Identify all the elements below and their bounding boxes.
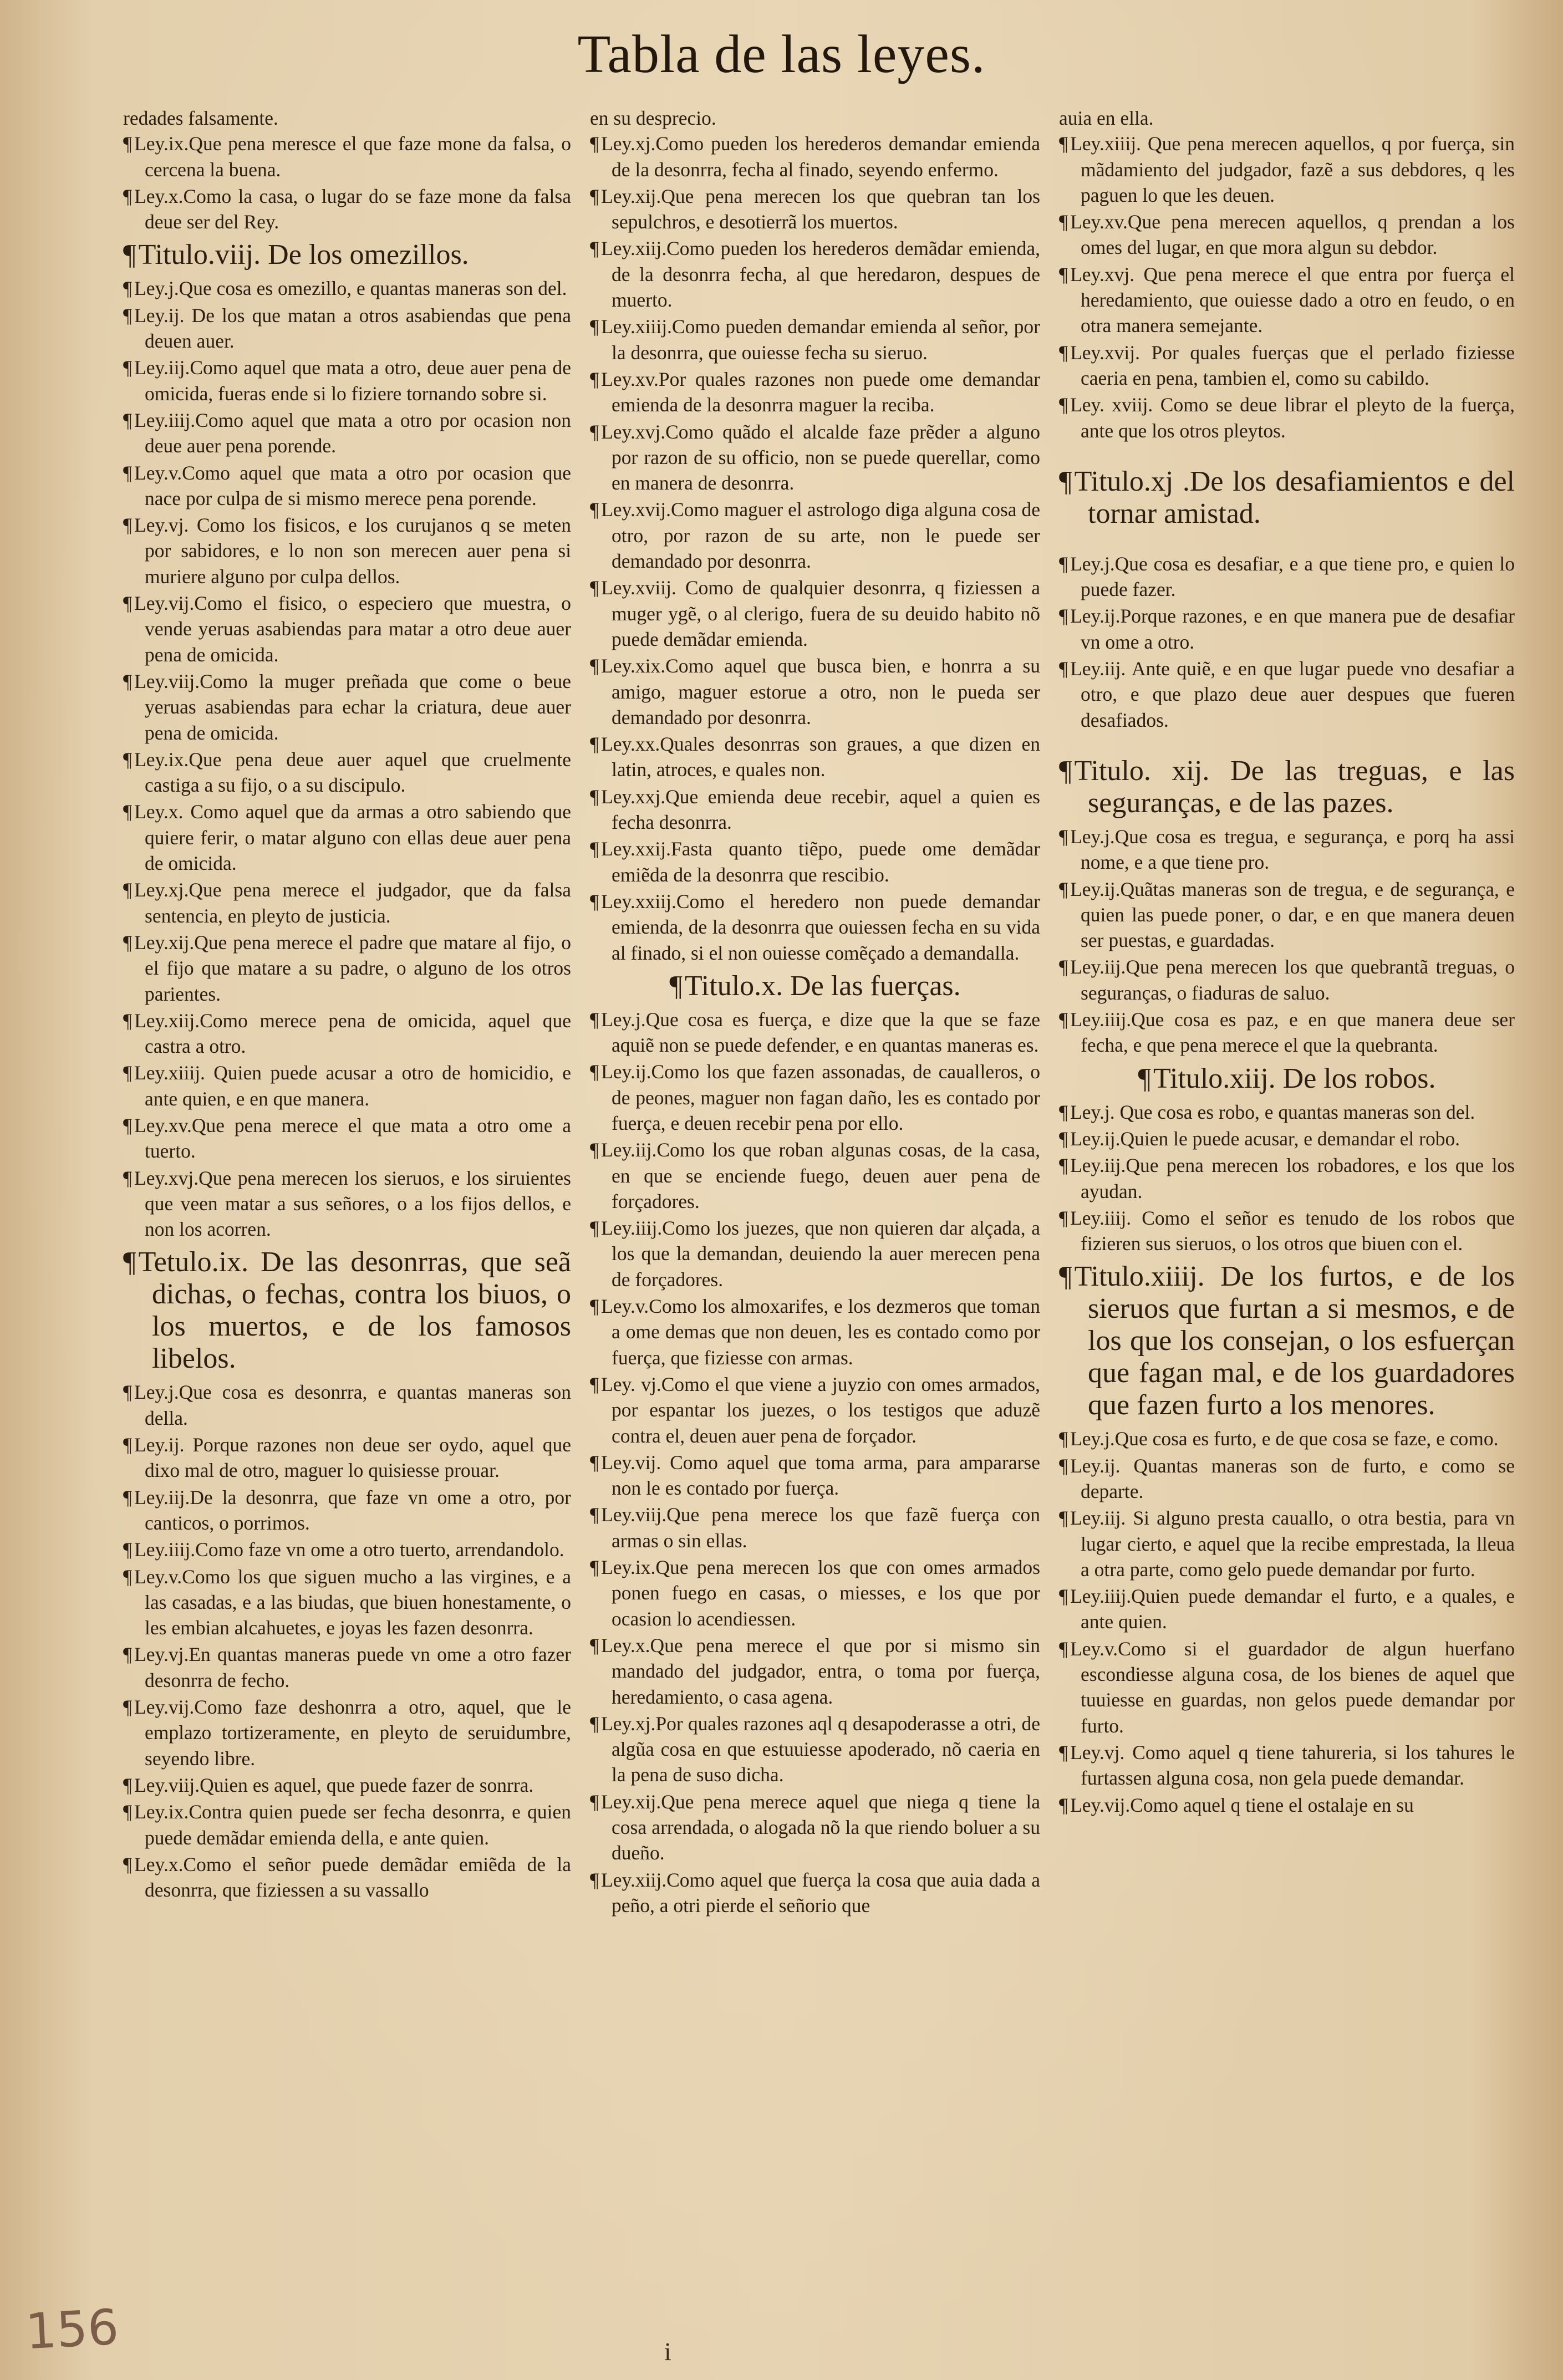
entry-text: Ley.iiij.Quien puede demandar el furto, e a quales, e ante quien.	[1070, 1585, 1515, 1633]
entry-text: Ley.viij.Quien es aquel, que puede fazer de sonrra.	[134, 1773, 534, 1796]
pilcrow-icon: ¶	[590, 785, 599, 808]
entry-text: Ley.xij.Que pena merece el padre que matare al fijo, o el fijo que matare a su padre, o alguno de los otros parientes.	[134, 931, 571, 1005]
entry-text: Ley.xvj.Como quãdo el alcalde faze prẽder a alguno por razon de su officio, non se puede querellar, como en manera de desonrra.	[601, 420, 1040, 495]
spacer	[1059, 445, 1515, 461]
entry-text: Titulo.viij. De los omezillos.	[138, 239, 469, 271]
pilcrow-icon: ¶	[590, 577, 599, 599]
continuation-text	[123, 105, 571, 131]
entry-text: Ley. xviij. Como se deue librar el pleyto de la fuerça, ante que los otros pleytos.	[1070, 394, 1515, 442]
law-entry	[123, 407, 571, 459]
pilcrow-icon: ¶	[123, 1114, 133, 1137]
entry-text: Ley.j.Que cosa es desonrra, e quantas maneras son della.	[134, 1381, 571, 1429]
pilcrow-icon: ¶	[1059, 1793, 1068, 1816]
pilcrow-icon: ¶	[1059, 1127, 1068, 1150]
pilcrow-icon: ¶	[590, 1712, 599, 1735]
law-entry	[123, 1113, 571, 1164]
pilcrow-icon: ¶	[590, 838, 599, 860]
law-entry	[123, 1165, 571, 1242]
law-entry	[1059, 1205, 1515, 1257]
entry-text: Ley.vj. Como los fisicos, e los curujanos q se meten por sabidores, e lo non son merecen auer pena si muriere alguno por culpa dellos.	[134, 514, 571, 588]
pilcrow-icon: ¶	[1059, 1428, 1068, 1450]
law-entry	[123, 930, 571, 1007]
entry-text: Ley.ij. Porque razones non deue ser oydo, aquel que dixo mal de otro, maguer lo quisiesse prouar.	[134, 1434, 571, 1482]
law-entry	[1059, 1583, 1515, 1635]
entry-text: auia en ella.	[1059, 107, 1154, 129]
section-title	[123, 1246, 571, 1375]
pilcrow-icon: ¶	[1059, 211, 1068, 233]
entry-text: Ley.vij.Como faze deshonrra a otro, aquel, que le emplazo tortizeramente, en pleyto de seruidumbre, seyendo libre.	[134, 1696, 571, 1770]
law-entry	[1059, 1099, 1515, 1125]
entry-text: Ley.xiiij.Como pueden demandar emienda al señor, por la desonrra, que ouiesse fecha su sieruo.	[601, 315, 1040, 364]
law-entry	[1059, 1740, 1515, 1791]
pilcrow-icon: ¶	[1059, 755, 1072, 787]
law-entry	[590, 731, 1040, 783]
column-2	[590, 105, 1040, 1919]
entry-text: Ley.xij.Que pena merece aquel que niega q tiene la cosa arrendada, o alogada nõ la que riendo boluer a su dueño.	[601, 1790, 1040, 1864]
entry-text: Ley.v.Como los almoxarifes, e los dezmeros que toman a ome demas que non deuen, les es contado como por fuerça, que fiziesse con armas.	[601, 1295, 1040, 1369]
pilcrow-icon: ¶	[123, 670, 133, 692]
section-title	[123, 239, 571, 271]
law-entry	[1059, 551, 1515, 603]
section-title	[1059, 755, 1515, 819]
pilcrow-icon: ¶	[1059, 552, 1068, 575]
law-entry	[123, 184, 571, 235]
handwritten-page-number: 156	[24, 2298, 120, 2361]
pilcrow-icon: ¶	[590, 1634, 599, 1657]
entry-text: Ley.j.Que cosa es desafiar, e a que tiene pro, e quien lo puede fazer.	[1070, 552, 1515, 601]
law-entry	[590, 836, 1040, 888]
entry-text: Ley.iiij.Como faze vn ome a otro tuerto, arrendandolo.	[134, 1538, 564, 1561]
page-heading: Tabla de las leyes.	[577, 24, 986, 84]
pilcrow-icon: ¶	[1059, 465, 1072, 497]
entry-text: Ley.xvj.Que pena merecen los sieruos, e los siruientes que veen matar a sus señores, o a los fijos dellos, e non los acorren.	[134, 1166, 571, 1241]
entry-text: Ley.ij.Porque razones, e en que manera pue de desafiar vn ome a otro.	[1070, 605, 1515, 653]
entry-text: Ley.j.Que cosa es omezillo, e quantas maneras son del.	[134, 277, 567, 300]
column-3	[1059, 105, 1515, 1819]
pilcrow-icon: ¶	[123, 1696, 133, 1719]
law-entry	[123, 1564, 571, 1641]
entry-text: Ley.j.Que cosa es fuerça, e dize que la que se faze aquiẽ non se puede defender, e en quantas maneras es.	[601, 1008, 1040, 1057]
law-entry	[590, 1867, 1040, 1919]
law-entry	[123, 1694, 571, 1771]
law-entry	[1059, 1505, 1515, 1582]
entry-text: Ley.ij.Como los que fazen assonadas, de caualleros, o de peones, maguer non fagan daño, les es contado por fuerça, e deuen recebir pena por ello.	[601, 1061, 1040, 1134]
entry-text: Ley.xv.Que pena merece el que mata a otro ome a tuerto.	[134, 1114, 571, 1163]
law-entry	[123, 747, 571, 798]
law-entry	[590, 131, 1040, 182]
pilcrow-icon: ¶	[1059, 1454, 1068, 1477]
entry-text: Ley.xv.Por quales razones non puede ome demandar emienda de la desonrra maguer la reciba.	[601, 368, 1040, 416]
entry-text: Ley.iiij.Como los juezes, que non quieren dar alçada, a los que la demandan, deuiendo la auer merecen pena de forçadores.	[601, 1217, 1040, 1291]
law-entry	[1059, 131, 1515, 208]
law-entry	[123, 1485, 571, 1536]
entry-text: Ley.xiiij. Quien puede acusar a otro de homicidio, e ante quien, e en que manera.	[134, 1062, 571, 1110]
pilcrow-icon: ¶	[1059, 658, 1068, 680]
entry-text: Ley.x.Que pena merece el que por si mismo sin mandado del judgador, entra, o toma por fuerça, heredamiento, o casa agena.	[601, 1634, 1040, 1708]
pilcrow-icon: ¶	[1059, 1206, 1068, 1229]
entry-text: Ley.ij. Quantas maneras son de furto, e como se departe.	[1070, 1454, 1515, 1502]
pilcrow-icon: ¶	[123, 592, 133, 615]
entry-text: Ley.xiij.Como pueden los herederos demãdar emienda, de la desonrra fecha, al que heredaron, despues de muerto.	[601, 237, 1040, 312]
law-entry	[123, 1008, 571, 1059]
entry-text: Ley.vij.Como aquel q tiene el ostalaje en su	[1070, 1793, 1414, 1816]
entry-text: Ley.iiij.Como aquel que mata a otro por ocasion non deue auer pena porende.	[134, 409, 571, 457]
pilcrow-icon: ¶	[123, 356, 133, 379]
pilcrow-icon: ¶	[1059, 1100, 1068, 1123]
pilcrow-icon: ¶	[1059, 1261, 1072, 1293]
pilcrow-icon: ¶	[123, 1565, 133, 1588]
entry-text: Ley.ix.Contra quien puede ser fecha desonrra, e quien puede demãdar emienda della, e ante quien.	[134, 1801, 571, 1849]
law-entry	[123, 669, 571, 746]
pilcrow-icon: ¶	[123, 1166, 133, 1189]
law-entry	[590, 1633, 1040, 1710]
law-entry	[1059, 340, 1515, 391]
entry-text: Ley.j.Que cosa es tregua, e segurança, e porq ha assi nome, e a que tiene pro.	[1070, 825, 1515, 874]
law-entry	[590, 1059, 1040, 1136]
pilcrow-icon: ¶	[1059, 1637, 1068, 1660]
pilcrow-icon: ¶	[123, 748, 133, 771]
law-entry	[123, 877, 571, 929]
pilcrow-icon: ¶	[1059, 394, 1068, 416]
pilcrow-icon: ¶	[590, 1295, 599, 1318]
law-entry	[590, 575, 1040, 652]
pilcrow-icon: ¶	[590, 1556, 599, 1579]
pilcrow-icon: ¶	[123, 1853, 133, 1876]
pilcrow-icon: ¶	[669, 970, 683, 1002]
entry-text: Titulo. xij. De las treguas, e las seguranças, e de las pazes.	[1074, 755, 1515, 819]
entry-text: Ley.iiij.Que cosa es paz, e en que manera deue ser fecha, e que pena merece el que la quebranta.	[1070, 1008, 1515, 1057]
pilcrow-icon: ¶	[590, 890, 599, 913]
pilcrow-icon: ¶	[1059, 1008, 1068, 1031]
law-entry	[590, 184, 1040, 235]
entry-text: Ley.xiij.Como merece pena de omicida, aquel que castra a otro.	[134, 1009, 571, 1058]
entry-text: Ley.xviij. Como de qualquier desonrra, q fiziessen a muger ygẽ, o al clerigo, fuera de su deuido habito nõ puede demãdar emienda.	[601, 577, 1040, 650]
entry-text: Titulo.xiiij. De los furtos, e de los sieruos que furtan a si mesmos, e de los que los consejan, o los esfuerçan que fagan mal, e de los guardadores que fazen furto a los menores.	[1074, 1261, 1515, 1421]
pilcrow-icon: ¶	[1059, 825, 1068, 848]
pilcrow-icon: ¶	[123, 409, 133, 431]
entry-text: Ley.x. Como aquel que da armas a otro sabiendo que quiere ferir, o matar alguno con ellas deue auer pena de omicida.	[134, 801, 571, 875]
law-entry	[123, 460, 571, 512]
pilcrow-icon: ¶	[590, 315, 599, 338]
law-entry	[590, 653, 1040, 730]
signature-mark: i	[664, 2337, 671, 2366]
pilcrow-icon: ¶	[123, 1538, 133, 1561]
entry-text: Ley.xvij. Por quales fuerças que el perlado fiziesse caeria en pena, tambien el, como su cabildo.	[1070, 341, 1515, 389]
entry-text: Ley.xiiij. Que pena merecen aquellos, q por fuerça, sin mãdamiento del judgador, fazẽ a sus debdores, q les paguen lo que les deuen.	[1070, 132, 1515, 206]
law-entry	[590, 366, 1040, 418]
law-entry	[123, 1379, 571, 1431]
law-entry	[1059, 876, 1515, 954]
law-entry	[1059, 656, 1515, 733]
pilcrow-icon: ¶	[123, 185, 133, 207]
law-entry	[123, 303, 571, 354]
spacer	[1059, 534, 1515, 551]
law-entry	[590, 1502, 1040, 1553]
pilcrow-icon: ¶	[590, 420, 599, 443]
entry-text: Tetulo.ix. De las desonrras, que seã dichas, o fechas, contra los biuos, o los muertos, e de los famosos libelos.	[138, 1246, 571, 1375]
entry-text: Ley.iiij. Como el señor es tenudo de los robos que fizieren sus sieruos, o los otros que biuen con el.	[1070, 1206, 1515, 1255]
pilcrow-icon: ¶	[123, 1801, 133, 1823]
entry-text: Ley.viij.Que pena merece los que fazẽ fuerça con armas o sin ellas.	[601, 1504, 1040, 1552]
law-entry	[590, 1293, 1040, 1370]
pilcrow-icon: ¶	[123, 1643, 133, 1666]
entry-text: Ley. vj.Como el que viene a juyzio con omes armados, por espantar los juezes, o los testigos que aduzẽ contra el, deuen auer pena de forçador.	[601, 1373, 1040, 1447]
entry-text: Ley.xx.Quales desonrras son graues, a que dizen en latin, atroces, e quales non.	[601, 733, 1040, 781]
law-entry	[1059, 1126, 1515, 1151]
pilcrow-icon: ¶	[123, 801, 133, 823]
entry-text: Ley.vj.En quantas maneras puede vn ome a otro fazer desonrra de fecho.	[134, 1643, 571, 1691]
pilcrow-icon: ¶	[590, 1373, 599, 1395]
entry-text: Ley.iij.De la desonrra, que faze vn ome a otro, por canticos, o porrimos.	[134, 1486, 571, 1534]
pilcrow-icon: ¶	[590, 368, 599, 390]
entry-text: Ley.xxj.Que emienda deue recebir, aquel a quien es fecha desonrra.	[601, 785, 1040, 834]
law-entry	[123, 355, 571, 406]
continuation-text	[590, 105, 1040, 131]
pilcrow-icon: ¶	[1138, 1062, 1152, 1094]
pilcrow-icon: ¶	[590, 132, 599, 155]
entry-text: Ley.iij.Como aquel que mata a otro, deue auer pena de omicida, fueras ende si lo fiziere tornando sobre si.	[134, 356, 571, 405]
pilcrow-icon: ¶	[590, 1217, 599, 1240]
law-entry	[123, 1642, 571, 1693]
pilcrow-icon: ¶	[1059, 263, 1068, 286]
law-entry	[590, 419, 1040, 496]
column-1	[123, 105, 571, 1904]
pilcrow-icon: ¶	[123, 277, 133, 300]
law-entry	[1059, 824, 1515, 875]
pilcrow-icon: ¶	[1059, 878, 1068, 900]
law-entry	[590, 889, 1040, 966]
spacer	[1059, 734, 1515, 751]
law-entry	[590, 1372, 1040, 1449]
entry-text: Ley.xxiij.Como el heredero non puede demandar emienda, de la desonrra que ouiessen fecha en su vida al finado, si el non ouiesse comẽçado a demandalla.	[601, 890, 1040, 964]
law-entry	[590, 497, 1040, 574]
entry-text: Ley.ix.Que pena deue auer aquel que cruelmente castiga a su fijo, o a su discipulo.	[134, 748, 571, 797]
law-entry	[590, 236, 1040, 313]
section-title	[590, 970, 1040, 1002]
entry-text: en su desprecio.	[590, 107, 716, 129]
law-entry	[590, 1450, 1040, 1501]
entry-text: Ley.xj.Que pena merece el judgador, que da falsa sentencia, en pleyto de justicia.	[134, 879, 571, 927]
section-title	[1059, 1063, 1515, 1095]
pilcrow-icon: ¶	[123, 1009, 133, 1032]
entry-text: Titulo.xiij. De los robos.	[1153, 1062, 1436, 1094]
pilcrow-icon: ¶	[1059, 341, 1068, 364]
law-entry	[1059, 1453, 1515, 1505]
entry-text: Ley.x.Como la casa, o lugar do se faze mone da falsa deue ser del Rey.	[134, 185, 571, 233]
entry-text: Ley.iij.Que pena merecen los que quebrantã treguas, o seguranças, o fiaduras de saluo.	[1070, 956, 1515, 1004]
entry-text: Ley.iij.Como los que roban algunas cosas, de la casa, en que se enciende fuego, deuen auer pena de forçadores.	[601, 1139, 1040, 1212]
entry-text: Ley.ix.Que pena merecen los que con omes armados ponen fuego en casas, o miesses, e los que por ocasion lo acendiessen.	[601, 1556, 1040, 1630]
law-entry	[123, 276, 571, 301]
entry-text: Ley.j. Que cosa es robo, e quantas maneras son del.	[1070, 1100, 1475, 1123]
law-entry	[123, 1060, 571, 1112]
law-entry	[1059, 603, 1515, 655]
pilcrow-icon: ¶	[590, 1139, 599, 1161]
law-entry	[1059, 1792, 1515, 1818]
entry-text: Ley.iij. Si alguno presta cauallo, o otra bestia, para vn lugar cierto, e aquel que la recibe emprestada, la lleua a otra parte, como gelo puede demandar por furto.	[1070, 1507, 1515, 1581]
entry-text: Ley.v.Como si el guardador de algun huerfano escondiesse alguna cosa, de los bienes de aquel que tuuiesse en guardas, non gelos puede demandar por furto.	[1070, 1637, 1515, 1737]
law-entry	[123, 1537, 571, 1562]
entry-text: Ley.vij. Como aquel que toma arma, para ampararse non le es contado por fuerça.	[601, 1451, 1040, 1500]
pilcrow-icon: ¶	[590, 1451, 599, 1474]
pilcrow-icon: ¶	[1059, 1585, 1068, 1608]
pilcrow-icon: ¶	[590, 1790, 599, 1813]
law-entry	[1059, 1007, 1515, 1058]
law-entry	[590, 1007, 1040, 1058]
pilcrow-icon: ¶	[590, 185, 599, 207]
entry-text: Ley.ij. De los que matan a otros asabiendas que pena deuen auer.	[134, 304, 571, 353]
law-entry	[590, 1789, 1040, 1866]
pilcrow-icon: ¶	[1059, 132, 1068, 155]
pilcrow-icon: ¶	[590, 655, 599, 677]
entry-text: Ley.vij.Como el fisico, o especiero que muestra, o vende yeruas asabiendas para matar a otro deue auer pena de omicida.	[134, 592, 571, 666]
law-entry	[1059, 392, 1515, 444]
entry-text: Ley.v.Como los que siguen mucho a las virgines, e a las casadas, e a las biudas, que biuen honestamente, o les embian alcahuetes, e joyas les fazen desonrra.	[134, 1565, 571, 1639]
law-entry	[1059, 1636, 1515, 1739]
pilcrow-icon: ¶	[123, 461, 133, 484]
entry-text: Ley.j.Que cosa es furto, e de que cosa se faze, e como.	[1070, 1428, 1499, 1450]
pilcrow-icon: ¶	[123, 304, 133, 327]
entry-text: Ley.x.Como el señor puede demãdar emiẽda de la desonrra, que fiziessen a su vassallo	[134, 1853, 571, 1902]
law-entry	[123, 799, 571, 876]
law-entry	[590, 1137, 1040, 1214]
pilcrow-icon: ¶	[590, 237, 599, 260]
law-entry	[123, 1432, 571, 1484]
entry-text: Ley.v.Como aquel que mata a otro por ocasion que nace por culpa de si mismo merece pena porende.	[134, 461, 571, 509]
entry-text: Ley.xvij.Como maguer el astrologo diga alguna cosa de otro, por razon de su arte, non le puede ser demandado por desonrra.	[601, 498, 1040, 573]
entry-text: Ley.xvj. Que pena merece el que entra por fuerça el heredamiento, que ouiesse dado a otro en feudo, o en otra manera semejante.	[1070, 263, 1515, 337]
law-entry	[590, 1555, 1040, 1632]
pilcrow-icon: ¶	[590, 1868, 599, 1891]
pilcrow-icon: ¶	[590, 1504, 599, 1526]
law-entry	[123, 590, 571, 667]
pilcrow-icon: ¶	[123, 1486, 133, 1508]
pilcrow-icon: ¶	[123, 1773, 133, 1796]
pilcrow-icon: ¶	[1059, 1507, 1068, 1530]
pilcrow-icon: ¶	[123, 239, 136, 271]
pilcrow-icon: ¶	[123, 1062, 133, 1084]
continuation-text	[1059, 105, 1515, 131]
entry-text: Titulo.xj .De los desafiamientos e del tornar amistad.	[1074, 465, 1515, 529]
law-entry	[590, 784, 1040, 835]
entry-text: Ley.xv.Que pena merecen aquellos, q prendan a los omes del lugar, en que mora algun su debdor.	[1070, 211, 1515, 259]
entry-text: Titulo.x. De las fuerças.	[684, 970, 961, 1002]
pilcrow-icon: ¶	[123, 132, 133, 155]
law-entry	[123, 1772, 571, 1798]
entry-text: Ley.ij.Quien le puede acusar, e demandar el robo.	[1070, 1127, 1460, 1150]
entry-text: Ley.xj.Por quales razones aql q desapoderasse a otri, de algũa cosa en que estuuiesse apoderado, nõ caeria en la pena de suso dicha.	[601, 1712, 1040, 1786]
entry-text: Ley.viij.Como la muger preñada que come o beue yeruas asabiendas para echar la criatura, deue auer pena de omicida.	[134, 670, 571, 744]
entry-text: Ley.xix.Como aquel que busca bien, e honrra a su amigo, maguer estorue a otro, non le pueda ser demandado por desonrra.	[601, 655, 1040, 728]
law-entry	[1059, 1426, 1515, 1451]
pilcrow-icon: ¶	[123, 514, 133, 537]
pilcrow-icon: ¶	[590, 1061, 599, 1083]
law-entry	[123, 1852, 571, 1903]
entry-text: Ley.vj. Como aquel q tiene tahureria, si los tahures le furtassen alguna cosa, non gela puede demandar.	[1070, 1741, 1515, 1790]
law-entry	[1059, 954, 1515, 1006]
section-title	[1059, 466, 1515, 530]
entry-text: Ley.ij.Quãtas maneras son de tregua, e de segurança, e quien las puede poner, o dar, e en que manera deuen ser puestas, e guardadas.	[1070, 878, 1515, 952]
entry-text: Ley.xxij.Fasta quanto tiẽpo, puede ome demãdar emiẽda de la desonrra que rescibio.	[601, 838, 1040, 886]
entry-text: Ley.xiij.Como aquel que fuerça la cosa que auia dada a peño, a otri pierde el señorio que	[601, 1868, 1040, 1917]
law-entry	[1059, 262, 1515, 339]
entry-text: Ley.xj.Como pueden los herederos demandar emienda de la desonrra, fecha al finado, seyendo enfermo.	[601, 132, 1040, 181]
pilcrow-icon: ¶	[1059, 956, 1068, 978]
entry-text: Ley.ix.Que pena meresce el que faze mone da falsa, o cercena la buena.	[134, 132, 571, 181]
entry-text: Ley.iij.Que pena merecen los robadores, e los que los ayudan.	[1070, 1154, 1515, 1202]
law-entry	[123, 1799, 571, 1851]
law-entry	[590, 1215, 1040, 1292]
entry-text: redades falsamente.	[123, 107, 278, 129]
pilcrow-icon: ¶	[123, 1246, 136, 1278]
pilcrow-icon: ¶	[123, 931, 133, 954]
pilcrow-icon: ¶	[1059, 1154, 1068, 1177]
law-entry	[123, 131, 571, 182]
pilcrow-icon: ¶	[123, 1434, 133, 1456]
law-entry	[1059, 209, 1515, 261]
pilcrow-icon: ¶	[1059, 1741, 1068, 1764]
law-entry	[590, 314, 1040, 365]
entry-text: Ley.xij.Que pena merecen los que quebran tan los sepulchros, e desotierrã los muertos.	[601, 185, 1040, 233]
pilcrow-icon: ¶	[123, 1381, 133, 1404]
pilcrow-icon: ¶	[123, 879, 133, 901]
law-entry	[1059, 1153, 1515, 1204]
pilcrow-icon: ¶	[1059, 605, 1068, 628]
pilcrow-icon: ¶	[590, 1008, 599, 1031]
pilcrow-icon: ¶	[590, 498, 599, 521]
pilcrow-icon: ¶	[590, 733, 599, 756]
law-entry	[590, 1711, 1040, 1788]
law-entry	[123, 512, 571, 589]
section-title	[1059, 1261, 1515, 1421]
entry-text: Ley.iij. Ante quiẽ, e en que lugar puede vno desafiar a otro, e que plazo deue auer despues que fueren desafiados.	[1070, 658, 1515, 731]
